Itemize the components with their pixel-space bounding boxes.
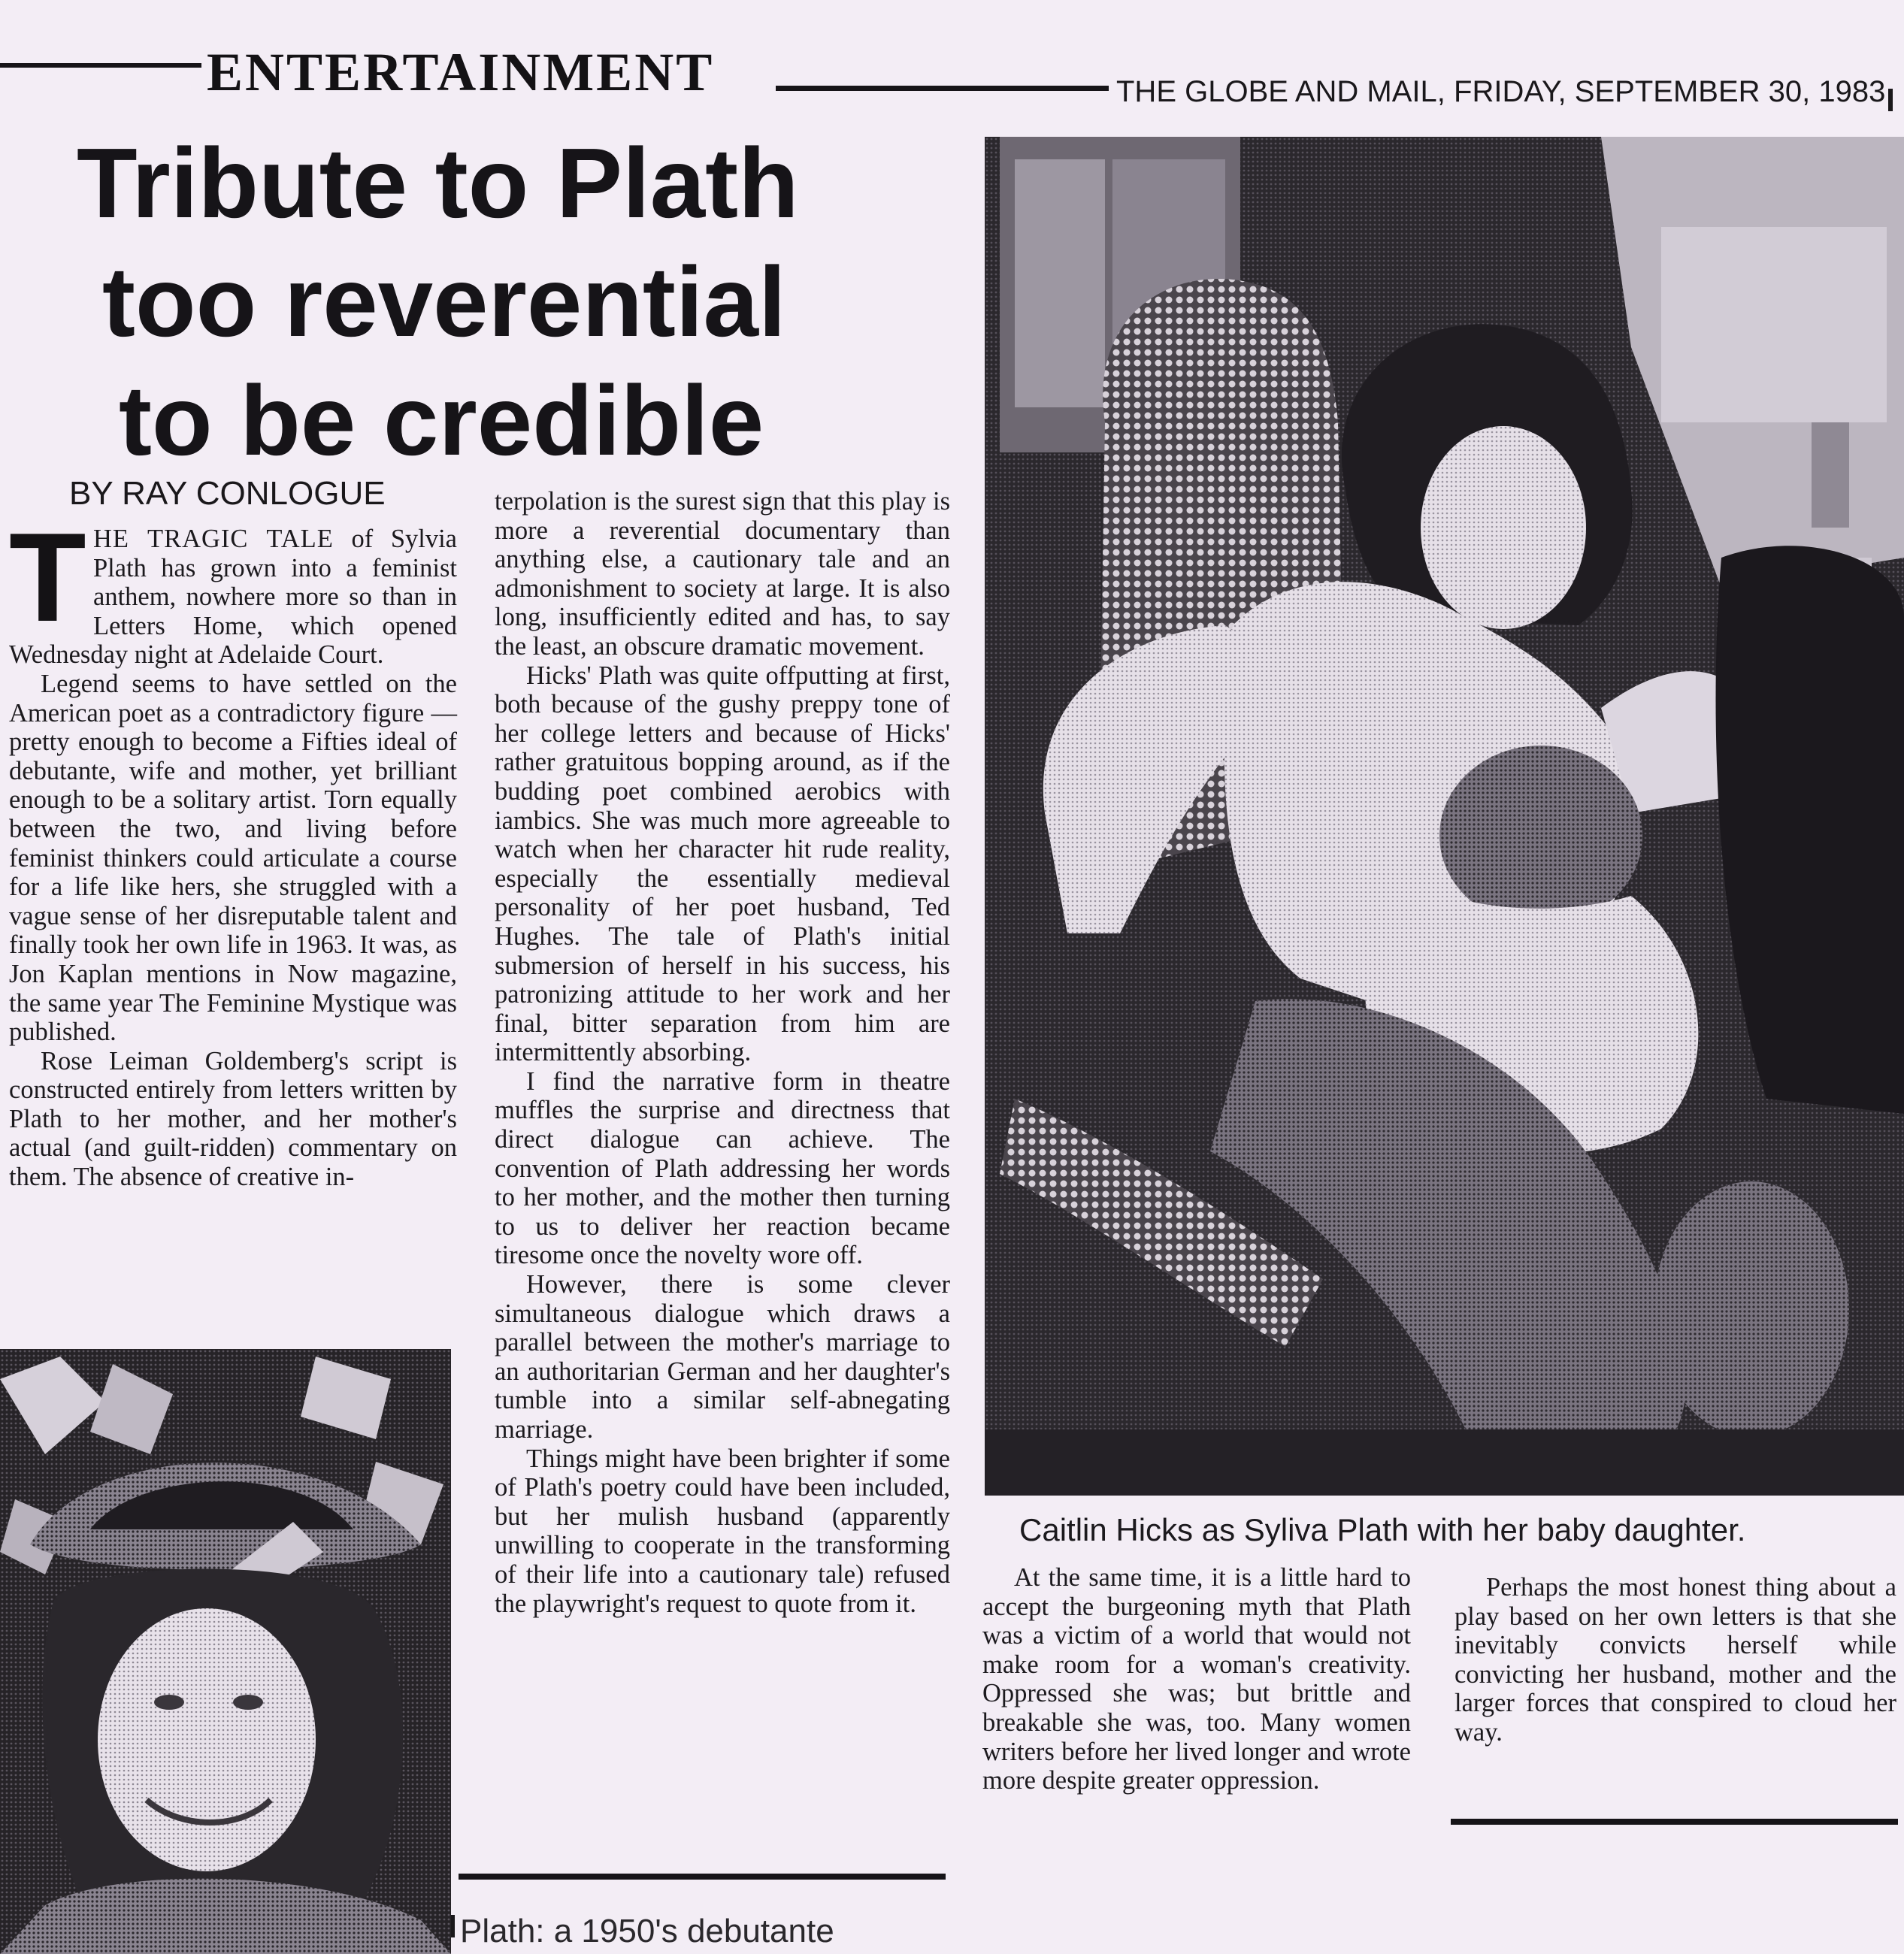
paragraph: Things might have been brighter if some of Plath's poetry could have been included, but her mulish husband (apparently unwilling to cooperate in the transforming of their life into a cautionary tale) refused the playwright's request to quote from it. [495,1444,950,1618]
headline-line-2: too reverential [102,247,786,357]
main-photo [985,137,1904,1496]
paragraph: Hicks' Plath was quite offputting at first, both because of the gushy preppy tone of her college letters and because of Hicks' rather gratuitous bopping around, as if the budding poet combined aerobics with iambics. She was much more agreeable to watch when her character hit rude reality, especially the essentially medieval personality of her poet husband, Ted Hughes. The tale of Plath's initial submersion of herself in his success, his patronizing attitude to her work and her final, bitter separation from him are intermittently absorbing. [495,661,950,1067]
paragraph: At the same time, it is a little hard to accept the burgeoning myth that Plath was a victim of a world that would not make room for a woman's creativity. Oppressed she was; but brittle and breakable she was, too. Many women writers before her lived longer and wrote more despite greater oppression. [982,1563,1411,1795]
headline-line-1: Tribute to Plath [77,128,799,238]
column-2-end-rule [459,1874,946,1880]
article-column-1 [9,507,457,1192]
header-rule-middle [776,86,1109,91]
header-rule-left [0,63,201,68]
paragraph: Legend seems to have settled on the American poet as a contradictory figure — pretty enough to become a Fifties ideal of debutante, wife and mother, yet brilliant enough to be a solitary artist. Torn equally between the two, and living before feminist thinkers could articulate a course for a life like hers, she struggled with a vague sense of her disreputable talent and finally took her own life in 1963. It was, as Jon Kaplan mentions in Now magazine, the same year The Feminine Mystique was published. [9,669,457,1047]
main-photo-image [985,137,1904,1496]
lead-paragraph [9,507,457,670]
headline-line-3: to be credible [119,365,764,476]
lead-caps: HE TRAGIC TALE [93,525,334,553]
inset-photo-image [0,1349,451,1954]
inset-caption-bar [451,1915,455,1937]
article-column-3 [982,1563,1411,1795]
inset-photo-caption: Plath: a 1950's debutante [460,1913,834,1949]
drop-cap: T [9,507,86,648]
section-title: ENTERTAINMENT [207,42,715,102]
paragraph: However, there is some clever simultaneous dialogue which draws a parallel between the mother's marriage to an authoritarian German and her daughter's tumble into a similar self-abnegating marriage. [495,1270,950,1444]
paragraph: Perhaps the most honest thing about a play based on her own letters is that she inevitably convicts herself while convicting her husband, mother and the larger forces that conspired to cloud her way. [1454,1573,1896,1747]
main-photo-caption: Caitlin Hicks as Syliva Plath with her baby daughter. [1019,1512,1746,1547]
inset-photo [0,1349,451,1954]
byline: BY RAY CONLOGUE [69,475,386,512]
headline [53,124,925,480]
paragraph: Rose Leiman Goldemberg's script is constructed entirely from letters written by Plath to her mother, and her mother's actual (and guilt-ridden) commentary on them. The absence of creative in- [9,1046,457,1192]
paragraph: I find the narrative form in theatre muffles the surprise and directness that direct dialogue can achieve. The convention of Plath addressing her words to her mother, and the mother then turning to us to deliver her reaction became tiresome once the novelty wore off. [495,1066,950,1270]
paragraph-continued: terpolation is the surest sign that this play is more a reverential documentary than anything else, a cautionary tale and an admonishment to society at large. It is also long, insufficiently edited and has, to say the least, an obscure dramatic movement. [495,487,950,661]
edge-mark [1888,89,1893,111]
column-4-end-rule [1451,1819,1898,1825]
article-column-4 [1454,1573,1896,1747]
lead-text: of Sylvia Plath has grown into a feminist anthem, nowhere more so than in Letters Home, which opened Wednesday night at Adelaide Court. [9,525,457,670]
article-column-2 [495,487,950,1618]
masthead-dateline: THE GLOBE AND MAIL, FRIDAY, SEPTEMBER 30, 1983 [1116,75,1886,108]
